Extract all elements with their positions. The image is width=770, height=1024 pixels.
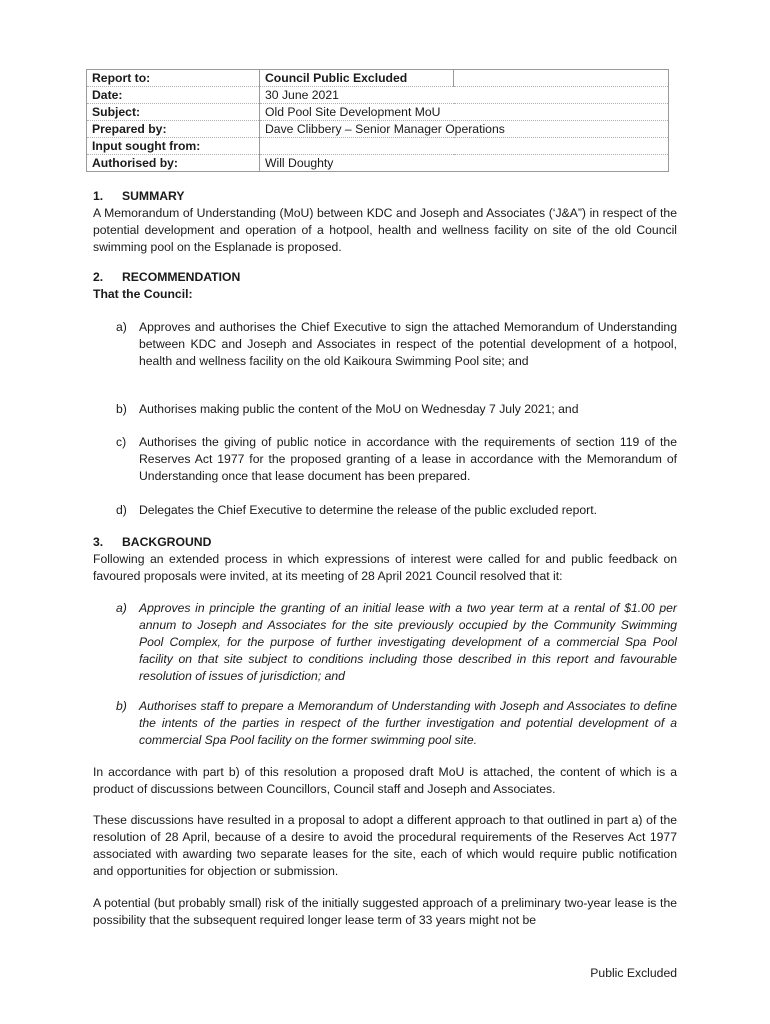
summary-number: 1. [93,189,104,203]
meta-row-subject [87,104,669,121]
item-label: d) [116,503,127,517]
summary-text: A Memorandum of Understanding (MoU) between KDC and Joseph and Associates (‘J&A”) in respect of the potential development and operation of a hotpool, health and wellness facility on site of the old Council swimming pool on the Esplanade is proposed. [93,206,677,254]
meta-row-prepared-by [87,121,669,138]
recommendation-intro: That the Council: [93,287,193,301]
item-text: Approves in principle the granting of an initial lease with a two year term at a rental of $1.00 per annum to Joseph and Associates for the site previously occupied by the Community Swimming Pool Complex, for the purpose of further investigating development of a commercial Spa Pool facility on that site subject to conditions including those described in this report and favourable resolution of issues of jurisdiction; and [139,601,677,683]
background-title: BACKGROUND [122,535,212,549]
prepared-by-label: Prepared by: [87,121,260,138]
summary-heading [93,188,677,205]
background-intro: Following an extended process in which expressions of interest were called for and public feedback on favoured proposals were invited, at its meeting of 28 April 2021 Council resolved that it: [93,552,677,583]
date-label: Date: [87,87,260,104]
meta-row-input-sought [87,138,669,155]
background-paragraph-2: These discussions have resulted in a proposal to adopt a different approach to that outlined in part a) of the resolution of 28 April, because of a desire to avoid the procedural requirements of the Reserves Act 1977 associated with awarding two separate leases for the site, each of which would require public notification and opportunities for objection or submission. [93,813,677,878]
recommendation-heading [93,269,677,286]
background-item-a [116,600,677,685]
report-meta-table [86,69,669,172]
item-text: Authorises making public the content of the MoU on Wednesday 7 July 2021; and [139,402,579,416]
meta-row-date [87,87,669,104]
authorised-by-label: Authorised by: [87,155,260,172]
background-number: 3. [93,535,104,549]
item-label: a) [116,320,127,334]
recommendation-item-b [116,401,677,418]
item-text: Delegates the Chief Executive to determine the release of the public excluded report. [139,503,597,517]
item-text: Approves and authorises the Chief Executive to sign the attached Memorandum of Understanding between KDC and Joseph and Associates in respect of the potential development of a hotpool, health and wellness facility on the old Kaikoura Swimming Pool site; and [139,320,677,368]
background-item-b [116,698,677,749]
report-to-value: Council Public Excluded [260,70,454,87]
summary-section [93,188,677,256]
background-heading [93,534,677,551]
background-paragraph-1: In accordance with part b) of this resolution a proposed draft MoU is attached, the content of which is a product of discussions between Councillors, Council staff and Joseph and Associates. [93,765,677,796]
report-to-extra-cell [454,70,669,87]
recommendation-item-a [116,319,677,370]
item-label: b) [116,699,127,713]
recommendation-title: RECOMMENDATION [122,270,241,284]
recommendation-section [93,269,677,303]
meta-row-report-to [87,70,669,87]
subject-value: Old Pool Site Development MoU [260,104,669,121]
input-sought-label: Input sought from: [87,138,260,155]
authorised-by-value: Will Doughty [260,155,669,172]
subject-label: Subject: [87,104,260,121]
summary-title: SUMMARY [122,189,185,203]
date-value: 30 June 2021 [260,87,669,104]
background-section [93,534,677,585]
item-text: Authorises staff to prepare a Memorandum of Understanding with Joseph and Associates to define the intents of the parties in respect of the further investigation and potential development of a commercial Spa Pool facility on the former swimming pool site. [139,699,677,747]
page-footer: Public Excluded [590,966,677,980]
item-label: a) [116,601,127,615]
recommendation-item-c [116,434,677,485]
item-text: Authorises the giving of public notice in accordance with the requirements of section 119 of the Reserves Act 1977 for the proposed granting of a lease in accordance with the Memorandum of Understanding once that lease document has been prepared. [139,435,677,483]
item-label: b) [116,402,127,416]
item-label: c) [116,435,127,449]
report-to-label: Report to: [87,70,260,87]
recommendation-number: 2. [93,270,104,284]
meta-row-authorised-by [87,155,669,172]
input-sought-value [260,138,669,155]
prepared-by-value: Dave Clibbery – Senior Manager Operations [260,121,669,138]
background-paragraph-3: A potential (but probably small) risk of the initially suggested approach of a preliminary two-year lease is the possibility that the subsequent required longer lease term of 33 years might not be [93,896,677,927]
recommendation-item-d [116,502,677,519]
